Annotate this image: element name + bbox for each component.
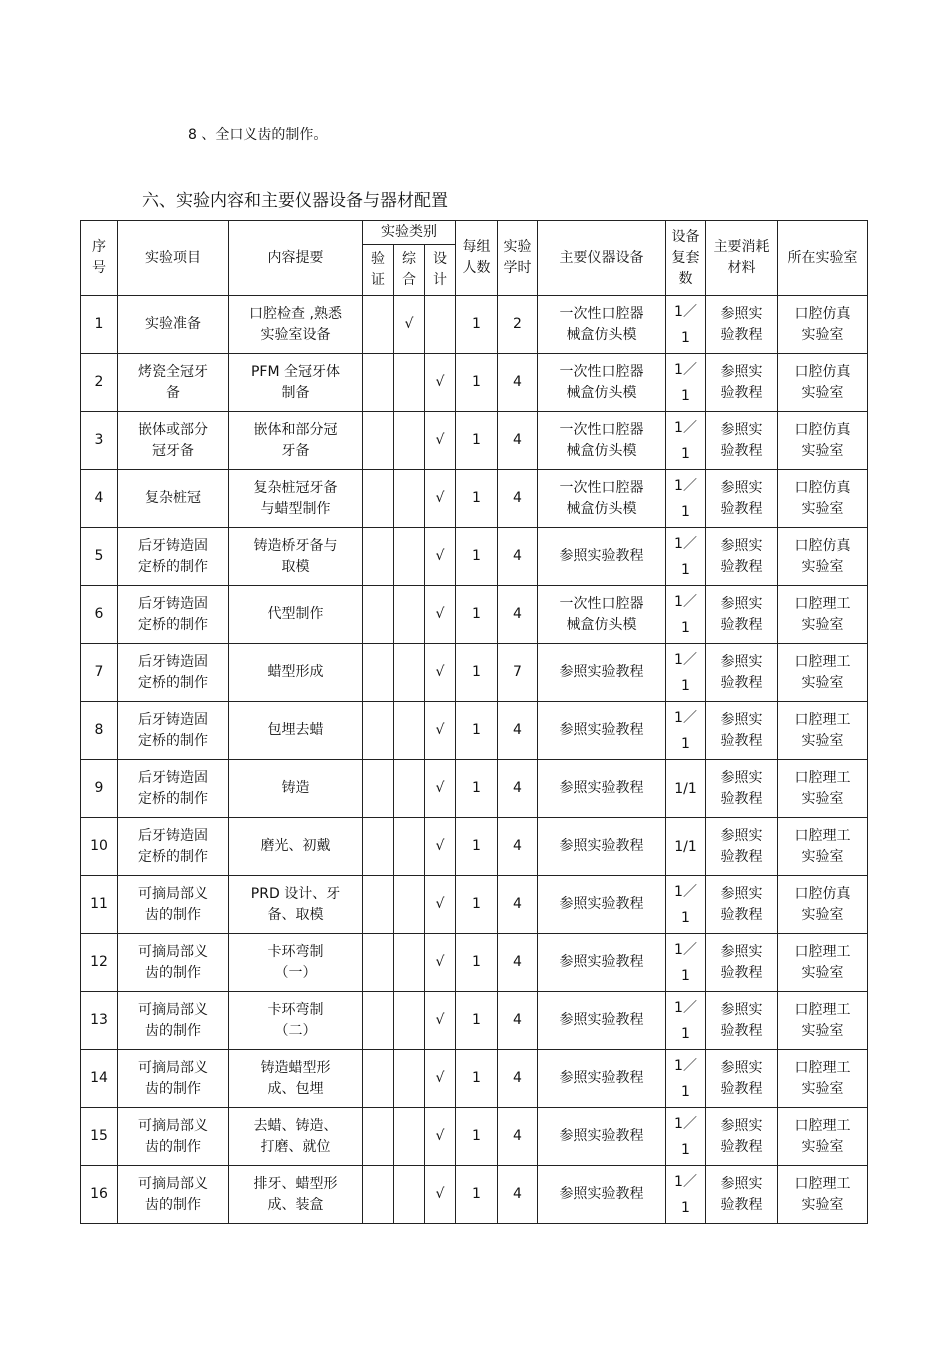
cell-per-group: 1 <box>456 354 498 412</box>
cell-consumables: 参照实 验教程 <box>706 1166 778 1224</box>
cell-design <box>425 296 456 354</box>
cell-consumables: 参照实 验教程 <box>706 818 778 876</box>
cell-design: √ <box>425 586 456 644</box>
cell-comprehensive <box>394 760 425 818</box>
cell-lab: 口腔仿真 实验室 <box>778 528 868 586</box>
cell-design: √ <box>425 412 456 470</box>
cell-sets: 1／ 1 <box>666 1050 706 1108</box>
header-hours: 实验 学时 <box>498 221 538 296</box>
cell-equipment: 参照实验教程 <box>538 528 666 586</box>
cell-hours: 7 <box>498 644 538 702</box>
cell-consumables: 参照实 验教程 <box>706 702 778 760</box>
table-row <box>81 702 868 760</box>
cell-comprehensive <box>394 702 425 760</box>
cell-seq: 4 <box>81 470 118 528</box>
cell-sets: 1／ 1 <box>666 1108 706 1166</box>
table-row <box>81 470 868 528</box>
cell-seq: 9 <box>81 760 118 818</box>
cell-per-group: 1 <box>456 992 498 1050</box>
cell-comprehensive <box>394 876 425 934</box>
cell-lab: 口腔理工 实验室 <box>778 644 868 702</box>
table-row <box>81 586 868 644</box>
cell-verify <box>363 1050 394 1108</box>
cell-project: 后牙铸造固 定桥的制作 <box>118 760 229 818</box>
cell-project: 后牙铸造固 定桥的制作 <box>118 702 229 760</box>
cell-per-group: 1 <box>456 876 498 934</box>
cell-content: PRD 设计、牙 备、取模 <box>229 876 363 934</box>
header-equipment: 主要仪器设备 <box>538 221 666 296</box>
cell-content: PFM 全冠牙体 制备 <box>229 354 363 412</box>
cell-seq: 14 <box>81 1050 118 1108</box>
table-row <box>81 412 868 470</box>
cell-seq: 6 <box>81 586 118 644</box>
cell-sets: 1/1 <box>666 760 706 818</box>
cell-sets: 1／ 1 <box>666 992 706 1050</box>
cell-per-group: 1 <box>456 296 498 354</box>
cell-project: 后牙铸造固 定桥的制作 <box>118 586 229 644</box>
cell-equipment: 一次性口腔器 械盒仿头模 <box>538 470 666 528</box>
cell-design: √ <box>425 354 456 412</box>
cell-seq: 13 <box>81 992 118 1050</box>
cell-sets: 1／ 1 <box>666 354 706 412</box>
cell-verify <box>363 876 394 934</box>
cell-seq: 5 <box>81 528 118 586</box>
header-sets: 设备 复套 数 <box>666 221 706 296</box>
cell-consumables: 参照实 验教程 <box>706 296 778 354</box>
cell-hours: 4 <box>498 934 538 992</box>
cell-per-group: 1 <box>456 818 498 876</box>
cell-verify <box>363 354 394 412</box>
cell-project: 后牙铸造固 定桥的制作 <box>118 644 229 702</box>
cell-content: 卡环弯制 （一） <box>229 934 363 992</box>
cell-seq: 16 <box>81 1166 118 1224</box>
cell-sets: 1／ 1 <box>666 702 706 760</box>
cell-hours: 4 <box>498 470 538 528</box>
cell-seq: 15 <box>81 1108 118 1166</box>
cell-per-group: 1 <box>456 1050 498 1108</box>
cell-per-group: 1 <box>456 760 498 818</box>
cell-equipment: 一次性口腔器 械盒仿头模 <box>538 586 666 644</box>
cell-verify <box>363 818 394 876</box>
cell-hours: 4 <box>498 1108 538 1166</box>
cell-design: √ <box>425 992 456 1050</box>
cell-per-group: 1 <box>456 1166 498 1224</box>
cell-sets: 1／ 1 <box>666 296 706 354</box>
cell-comprehensive <box>394 934 425 992</box>
table-row <box>81 992 868 1050</box>
experiment-table <box>80 220 868 1224</box>
cell-verify <box>363 992 394 1050</box>
cell-design: √ <box>425 1108 456 1166</box>
cell-verify <box>363 934 394 992</box>
cell-sets: 1／ 1 <box>666 528 706 586</box>
cell-lab: 口腔理工 实验室 <box>778 818 868 876</box>
cell-comprehensive <box>394 1108 425 1166</box>
cell-content: 嵌体和部分冠 牙备 <box>229 412 363 470</box>
cell-lab: 口腔仿真 实验室 <box>778 354 868 412</box>
cell-hours: 4 <box>498 992 538 1050</box>
cell-lab: 口腔理工 实验室 <box>778 1166 868 1224</box>
cell-hours: 4 <box>498 586 538 644</box>
cell-equipment: 参照实验教程 <box>538 1166 666 1224</box>
cell-per-group: 1 <box>456 702 498 760</box>
cell-sets: 1／ 1 <box>666 412 706 470</box>
cell-project: 可摘局部义 齿的制作 <box>118 1050 229 1108</box>
cell-equipment: 参照实验教程 <box>538 876 666 934</box>
cell-content: 口腔检查 ,熟悉 实验室设备 <box>229 296 363 354</box>
cell-lab: 口腔仿真 实验室 <box>778 876 868 934</box>
cell-content: 磨光、初戴 <box>229 818 363 876</box>
cell-design: √ <box>425 1166 456 1224</box>
table-row <box>81 1108 868 1166</box>
cell-content: 铸造 <box>229 760 363 818</box>
cell-verify <box>363 470 394 528</box>
cell-sets: 1／ 1 <box>666 876 706 934</box>
cell-comprehensive <box>394 1166 425 1224</box>
cell-comprehensive <box>394 354 425 412</box>
cell-verify <box>363 412 394 470</box>
cell-per-group: 1 <box>456 528 498 586</box>
cell-project: 可摘局部义 齿的制作 <box>118 876 229 934</box>
cell-seq: 1 <box>81 296 118 354</box>
cell-equipment: 一次性口腔器 械盒仿头模 <box>538 354 666 412</box>
cell-hours: 4 <box>498 412 538 470</box>
cell-seq: 10 <box>81 818 118 876</box>
header-verify: 验 证 <box>363 245 394 296</box>
cell-consumables: 参照实 验教程 <box>706 354 778 412</box>
cell-consumables: 参照实 验教程 <box>706 934 778 992</box>
cell-consumables: 参照实 验教程 <box>706 644 778 702</box>
table-row <box>81 1050 868 1108</box>
cell-verify <box>363 644 394 702</box>
cell-lab: 口腔仿真 实验室 <box>778 296 868 354</box>
cell-comprehensive <box>394 412 425 470</box>
cell-verify <box>363 1166 394 1224</box>
cell-per-group: 1 <box>456 586 498 644</box>
cell-design: √ <box>425 818 456 876</box>
cell-per-group: 1 <box>456 1108 498 1166</box>
cell-equipment: 一次性口腔器 械盒仿头模 <box>538 296 666 354</box>
cell-design: √ <box>425 528 456 586</box>
table-row <box>81 644 868 702</box>
header-category: 实验类别 <box>363 221 456 245</box>
list-item-8: 8 、全口义齿的制作。 <box>188 127 328 143</box>
cell-lab: 口腔仿真 实验室 <box>778 470 868 528</box>
cell-comprehensive <box>394 528 425 586</box>
cell-design: √ <box>425 1050 456 1108</box>
cell-lab: 口腔理工 实验室 <box>778 1108 868 1166</box>
table-row <box>81 528 868 586</box>
cell-hours: 4 <box>498 528 538 586</box>
cell-comprehensive <box>394 818 425 876</box>
cell-lab: 口腔理工 实验室 <box>778 760 868 818</box>
cell-consumables: 参照实 验教程 <box>706 528 778 586</box>
cell-content: 卡环弯制 （二） <box>229 992 363 1050</box>
cell-project: 后牙铸造固 定桥的制作 <box>118 818 229 876</box>
cell-project: 可摘局部义 齿的制作 <box>118 1108 229 1166</box>
cell-project: 可摘局部义 齿的制作 <box>118 992 229 1050</box>
cell-project: 可摘局部义 齿的制作 <box>118 1166 229 1224</box>
cell-seq: 8 <box>81 702 118 760</box>
cell-hours: 4 <box>498 1166 538 1224</box>
cell-design: √ <box>425 760 456 818</box>
cell-content: 铸造蜡型形 成、包埋 <box>229 1050 363 1108</box>
cell-project: 后牙铸造固 定桥的制作 <box>118 528 229 586</box>
cell-project: 实验准备 <box>118 296 229 354</box>
cell-comprehensive <box>394 644 425 702</box>
cell-hours: 4 <box>498 876 538 934</box>
cell-equipment: 参照实验教程 <box>538 818 666 876</box>
header-content: 内容提要 <box>229 221 363 296</box>
cell-per-group: 1 <box>456 470 498 528</box>
cell-consumables: 参照实 验教程 <box>706 470 778 528</box>
cell-lab: 口腔理工 实验室 <box>778 586 868 644</box>
cell-hours: 2 <box>498 296 538 354</box>
cell-comprehensive <box>394 992 425 1050</box>
cell-equipment: 参照实验教程 <box>538 934 666 992</box>
cell-consumables: 参照实 验教程 <box>706 992 778 1050</box>
header-consumables: 主要消耗 材料 <box>706 221 778 296</box>
cell-per-group: 1 <box>456 934 498 992</box>
cell-equipment: 参照实验教程 <box>538 992 666 1050</box>
table-row <box>81 296 868 354</box>
cell-seq: 7 <box>81 644 118 702</box>
cell-content: 铸造桥牙备与 取模 <box>229 528 363 586</box>
cell-verify <box>363 296 394 354</box>
cell-hours: 4 <box>498 818 538 876</box>
cell-per-group: 1 <box>456 412 498 470</box>
cell-content: 排牙、蜡型形 成、装盒 <box>229 1166 363 1224</box>
cell-lab: 口腔理工 实验室 <box>778 992 868 1050</box>
cell-sets: 1／ 1 <box>666 470 706 528</box>
header-seq: 序 号 <box>81 221 118 296</box>
cell-sets: 1／ 1 <box>666 644 706 702</box>
table-row <box>81 876 868 934</box>
header-comprehensive: 综 合 <box>394 245 425 296</box>
cell-content: 包埋去蜡 <box>229 702 363 760</box>
cell-comprehensive <box>394 1050 425 1108</box>
cell-design: √ <box>425 470 456 528</box>
cell-equipment: 参照实验教程 <box>538 702 666 760</box>
section-heading: 六、实验内容和主要仪器设备与器材配置 <box>142 191 448 211</box>
cell-equipment: 参照实验教程 <box>538 644 666 702</box>
cell-content: 代型制作 <box>229 586 363 644</box>
cell-equipment: 参照实验教程 <box>538 1050 666 1108</box>
cell-sets: 1／ 1 <box>666 1166 706 1224</box>
cell-content: 复杂桩冠牙备 与蜡型制作 <box>229 470 363 528</box>
table-row <box>81 934 868 992</box>
cell-verify <box>363 702 394 760</box>
cell-seq: 12 <box>81 934 118 992</box>
cell-verify <box>363 1108 394 1166</box>
cell-equipment: 参照实验教程 <box>538 1108 666 1166</box>
cell-seq: 2 <box>81 354 118 412</box>
cell-equipment: 参照实验教程 <box>538 760 666 818</box>
cell-sets: 1／ 1 <box>666 586 706 644</box>
header-project: 实验项目 <box>118 221 229 296</box>
cell-project: 复杂桩冠 <box>118 470 229 528</box>
cell-hours: 4 <box>498 702 538 760</box>
header-design: 设 计 <box>425 245 456 296</box>
table-row <box>81 354 868 412</box>
cell-seq: 3 <box>81 412 118 470</box>
cell-consumables: 参照实 验教程 <box>706 412 778 470</box>
table-row <box>81 818 868 876</box>
cell-consumables: 参照实 验教程 <box>706 1108 778 1166</box>
cell-comprehensive <box>394 586 425 644</box>
cell-design: √ <box>425 934 456 992</box>
cell-verify <box>363 528 394 586</box>
cell-hours: 4 <box>498 1050 538 1108</box>
cell-equipment: 一次性口腔器 械盒仿头模 <box>538 412 666 470</box>
cell-consumables: 参照实 验教程 <box>706 586 778 644</box>
cell-design: √ <box>425 702 456 760</box>
header-per-group: 每组 人数 <box>456 221 498 296</box>
cell-consumables: 参照实 验教程 <box>706 760 778 818</box>
cell-verify <box>363 586 394 644</box>
cell-content: 去蜡、铸造、 打磨、就位 <box>229 1108 363 1166</box>
cell-comprehensive: √ <box>394 296 425 354</box>
table-row <box>81 760 868 818</box>
cell-lab: 口腔仿真 实验室 <box>778 412 868 470</box>
cell-content: 蜡型形成 <box>229 644 363 702</box>
cell-lab: 口腔理工 实验室 <box>778 1050 868 1108</box>
cell-project: 可摘局部义 齿的制作 <box>118 934 229 992</box>
table-row <box>81 1166 868 1224</box>
cell-project: 烤瓷全冠牙 备 <box>118 354 229 412</box>
cell-lab: 口腔理工 实验室 <box>778 934 868 992</box>
cell-seq: 11 <box>81 876 118 934</box>
cell-design: √ <box>425 876 456 934</box>
cell-hours: 4 <box>498 354 538 412</box>
cell-project: 嵌体或部分 冠牙备 <box>118 412 229 470</box>
cell-design: √ <box>425 644 456 702</box>
cell-per-group: 1 <box>456 644 498 702</box>
cell-verify <box>363 760 394 818</box>
header-lab: 所在实验室 <box>778 221 868 296</box>
cell-sets: 1/1 <box>666 818 706 876</box>
cell-comprehensive <box>394 470 425 528</box>
cell-hours: 4 <box>498 760 538 818</box>
cell-consumables: 参照实 验教程 <box>706 876 778 934</box>
cell-sets: 1／ 1 <box>666 934 706 992</box>
cell-consumables: 参照实 验教程 <box>706 1050 778 1108</box>
cell-lab: 口腔理工 实验室 <box>778 702 868 760</box>
